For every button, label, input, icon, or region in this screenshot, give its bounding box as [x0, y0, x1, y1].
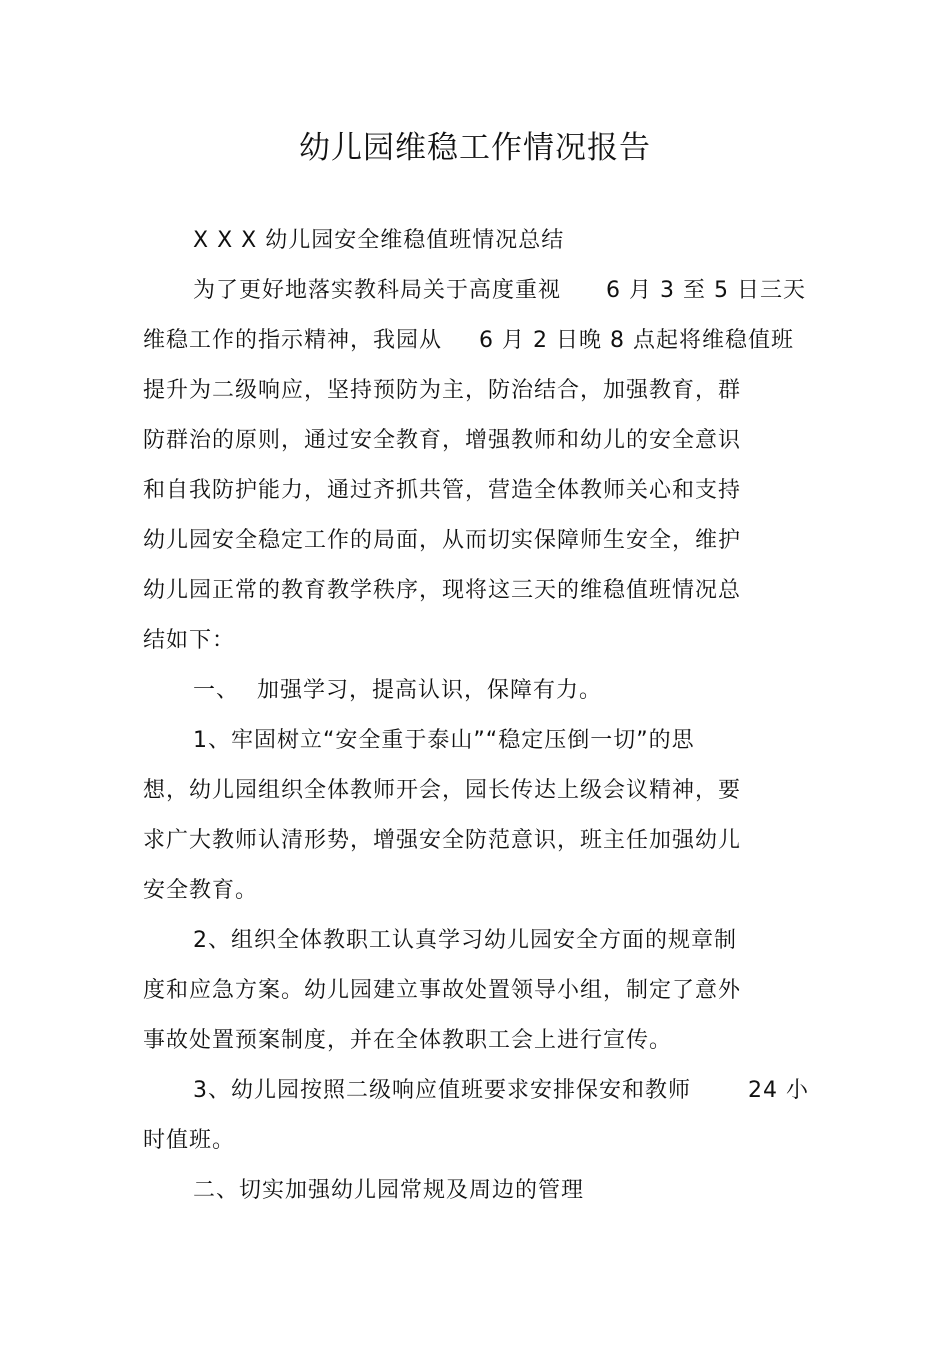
paragraph-line: 6 月 2 日晚 8 点起将维稳值班: [479, 328, 794, 353]
paragraph-line: 时值班。: [143, 1128, 236, 1153]
paragraph-line: 24 小: [748, 1078, 809, 1103]
paragraph-line: 求广大教师认清形势，增强安全防范意识，班主任加强幼儿: [143, 828, 742, 853]
paragraph-line: 防群治的原则，通过安全教育，增强教师和幼儿的安全意识: [143, 428, 742, 453]
paragraph-line: 结如下：: [143, 628, 236, 653]
paragraph-line: 维稳工作的指示精神，我园从: [143, 328, 443, 353]
paragraph-line: 为了更好地落实教科局关于高度重视: [193, 278, 562, 303]
paragraph-line: 事故处置预案制度，并在全体教职工会上进行宣传。: [143, 1028, 673, 1053]
paragraph-line: 幼儿园正常的教育教学秩序，现将这三天的维稳值班情况总: [143, 578, 742, 603]
paragraph-line: 度和应急方案。幼儿园建立事故处置领导小组，制定了意外: [143, 978, 742, 1003]
paragraph-line: 和自我防护能力，通过齐抓共管，营造全体教师关心和支持: [143, 478, 742, 503]
paragraph-line: 想，幼儿园组织全体教师开会，园长传达上级会议精神，要: [143, 778, 742, 803]
paragraph-line: 6 月 3 至 5 日三天: [606, 278, 806, 303]
paragraph-line: 3、幼儿园按照二级响应值班要求安排保安和教师: [193, 1078, 691, 1103]
paragraph-line: 幼儿园安全稳定工作的局面，从而切实保障师生安全，维护: [143, 528, 742, 553]
paragraph-line: 安全教育。: [143, 878, 259, 903]
subtitle-line: X X X 幼儿园安全维稳值班情况总结: [193, 228, 565, 253]
document-title: 幼儿园维稳工作情况报告: [299, 130, 651, 166]
paragraph-line: 1、牢固树立“安全重于泰山”“稳定压倒一切”的思: [193, 728, 695, 753]
paragraph-line: 2、组织全体教职工认真学习幼儿园安全方面的规章制: [193, 928, 737, 953]
section-number: 一、: [193, 678, 240, 703]
paragraph-line: 提升为二级响应，坚持预防为主，防治结合，加强教育，群: [143, 378, 742, 403]
section-heading: 加强学习，提高认识，保障有力。: [257, 678, 603, 703]
section-heading: 二、切实加强幼儿园常规及周边的管理: [193, 1178, 585, 1203]
